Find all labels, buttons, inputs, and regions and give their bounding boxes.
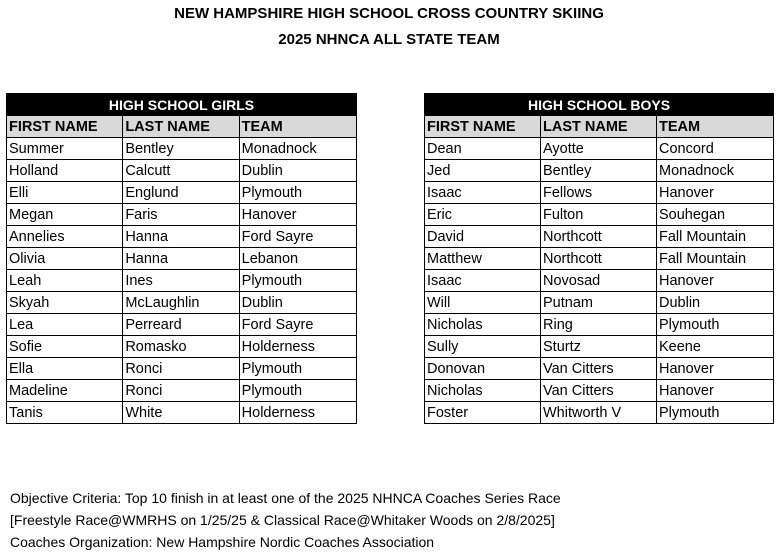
table-row (425, 336, 774, 358)
document-title: NEW HAMPSHIRE HIGH SCHOOL CROSS COUNTRY SKIING (174, 5, 604, 22)
table-row (7, 358, 357, 380)
last-name-cell: Ayotte (541, 138, 657, 160)
first-name-cell: Matthew (425, 248, 541, 270)
table-row (425, 138, 774, 160)
table-row (425, 270, 774, 292)
criteria-notes (10, 487, 561, 553)
team-cell: Monadnock (239, 138, 356, 160)
girls-table-body (7, 138, 357, 424)
table-row (425, 160, 774, 182)
table-row (7, 292, 357, 314)
first-name-cell: Jed (425, 160, 541, 182)
team-cell: Hanover (657, 358, 774, 380)
table-row (7, 248, 357, 270)
team-cell: Monadnock (657, 160, 774, 182)
last-name-cell: Ronci (123, 380, 239, 402)
girls-col-first-name: FIRST NAME (7, 116, 123, 138)
team-cell: Ford Sayre (239, 226, 356, 248)
last-name-cell: Putnam (541, 292, 657, 314)
first-name-cell: Sofie (7, 336, 123, 358)
first-name-cell: Dean (425, 138, 541, 160)
last-name-cell: Whitworth V (541, 402, 657, 424)
table-row (7, 226, 357, 248)
team-cell: Concord (657, 138, 774, 160)
table-row (7, 314, 357, 336)
first-name-cell: Tanis (7, 402, 123, 424)
first-name-cell: Isaac (425, 182, 541, 204)
last-name-cell: Van Citters (541, 358, 657, 380)
table-row (425, 380, 774, 402)
team-cell: Plymouth (239, 358, 356, 380)
last-name-cell: Fulton (541, 204, 657, 226)
team-cell: Dublin (239, 160, 356, 182)
team-cell: Dublin (657, 292, 774, 314)
first-name-cell: Holland (7, 160, 123, 182)
last-name-cell: Bentley (541, 160, 657, 182)
races-line: [Freestyle Race@WMRHS on 1/25/25 & Classical Race@Whitaker Woods on 2/8/2025] (10, 512, 555, 528)
team-cell: Plymouth (657, 314, 774, 336)
table-row (7, 204, 357, 226)
girls-table-heading: HIGH SCHOOL GIRLS (7, 94, 357, 116)
first-name-cell: Annelies (7, 226, 123, 248)
table-row (7, 182, 357, 204)
boys-roster-table (424, 93, 774, 424)
last-name-cell: Sturtz (541, 336, 657, 358)
girls-col-team: TEAM (239, 116, 356, 138)
last-name-cell: Englund (123, 182, 239, 204)
last-name-cell: Faris (123, 204, 239, 226)
table-row (7, 270, 357, 292)
table-row (7, 160, 357, 182)
first-name-cell: Elli (7, 182, 123, 204)
team-cell: Fall Mountain (657, 248, 774, 270)
first-name-cell: Isaac (425, 270, 541, 292)
boys-table-heading: HIGH SCHOOL BOYS (425, 94, 774, 116)
first-name-cell: David (425, 226, 541, 248)
first-name-cell: Will (425, 292, 541, 314)
boys-col-last-name: LAST NAME (541, 116, 657, 138)
last-name-cell: Calcutt (123, 160, 239, 182)
team-cell: Plymouth (239, 380, 356, 402)
document-subtitle: 2025 NHNCA ALL STATE TEAM (278, 31, 500, 48)
team-cell: Fall Mountain (657, 226, 774, 248)
table-row (425, 248, 774, 270)
first-name-cell: Foster (425, 402, 541, 424)
last-name-cell: Hanna (123, 226, 239, 248)
girls-roster-table (6, 93, 357, 424)
last-name-cell: Romasko (123, 336, 239, 358)
team-cell: Hanover (657, 182, 774, 204)
table-row (425, 358, 774, 380)
last-name-cell: Ines (123, 270, 239, 292)
team-cell: Lebanon (239, 248, 356, 270)
last-name-cell: Ring (541, 314, 657, 336)
first-name-cell: Olivia (7, 248, 123, 270)
first-name-cell: Lea (7, 314, 123, 336)
last-name-cell: White (123, 402, 239, 424)
last-name-cell: McLaughlin (123, 292, 239, 314)
first-name-cell: Madeline (7, 380, 123, 402)
first-name-cell: Eric (425, 204, 541, 226)
team-cell: Plymouth (239, 182, 356, 204)
boys-table-body (425, 138, 774, 424)
first-name-cell: Leah (7, 270, 123, 292)
boys-col-team: TEAM (657, 116, 774, 138)
team-cell: Ford Sayre (239, 314, 356, 336)
team-cell: Souhegan (657, 204, 774, 226)
last-name-cell: Ronci (123, 358, 239, 380)
team-cell: Keene (657, 336, 774, 358)
first-name-cell: Megan (7, 204, 123, 226)
table-row (425, 314, 774, 336)
first-name-cell: Skyah (7, 292, 123, 314)
team-cell: Holderness (239, 336, 356, 358)
girls-col-last-name: LAST NAME (123, 116, 239, 138)
table-row (425, 204, 774, 226)
last-name-cell: Fellows (541, 182, 657, 204)
table-row (425, 226, 774, 248)
team-cell: Plymouth (657, 402, 774, 424)
last-name-cell: Van Citters (541, 380, 657, 402)
first-name-cell: Nicholas (425, 314, 541, 336)
first-name-cell: Summer (7, 138, 123, 160)
last-name-cell: Novosad (541, 270, 657, 292)
team-cell: Hanover (657, 270, 774, 292)
team-cell: Hanover (657, 380, 774, 402)
first-name-cell: Nicholas (425, 380, 541, 402)
last-name-cell: Bentley (123, 138, 239, 160)
table-row (7, 336, 357, 358)
boys-col-first-name: FIRST NAME (425, 116, 541, 138)
table-row (7, 138, 357, 160)
first-name-cell: Donovan (425, 358, 541, 380)
criteria-line: Objective Criteria: Top 10 finish in at least one of the 2025 NHNCA Coaches Series Race (10, 490, 561, 506)
organization-line: Coaches Organization: New Hampshire Nordic Coaches Association (10, 534, 435, 550)
first-name-cell: Ella (7, 358, 123, 380)
table-row (7, 402, 357, 424)
team-cell: Dublin (239, 292, 356, 314)
team-cell: Hanover (239, 204, 356, 226)
team-cell: Plymouth (239, 270, 356, 292)
last-name-cell: Hanna (123, 248, 239, 270)
last-name-cell: Northcott (541, 248, 657, 270)
table-row (425, 402, 774, 424)
table-row (425, 182, 774, 204)
first-name-cell: Sully (425, 336, 541, 358)
team-cell: Holderness (239, 402, 356, 424)
table-row (7, 380, 357, 402)
last-name-cell: Northcott (541, 226, 657, 248)
last-name-cell: Perreard (123, 314, 239, 336)
table-row (425, 292, 774, 314)
